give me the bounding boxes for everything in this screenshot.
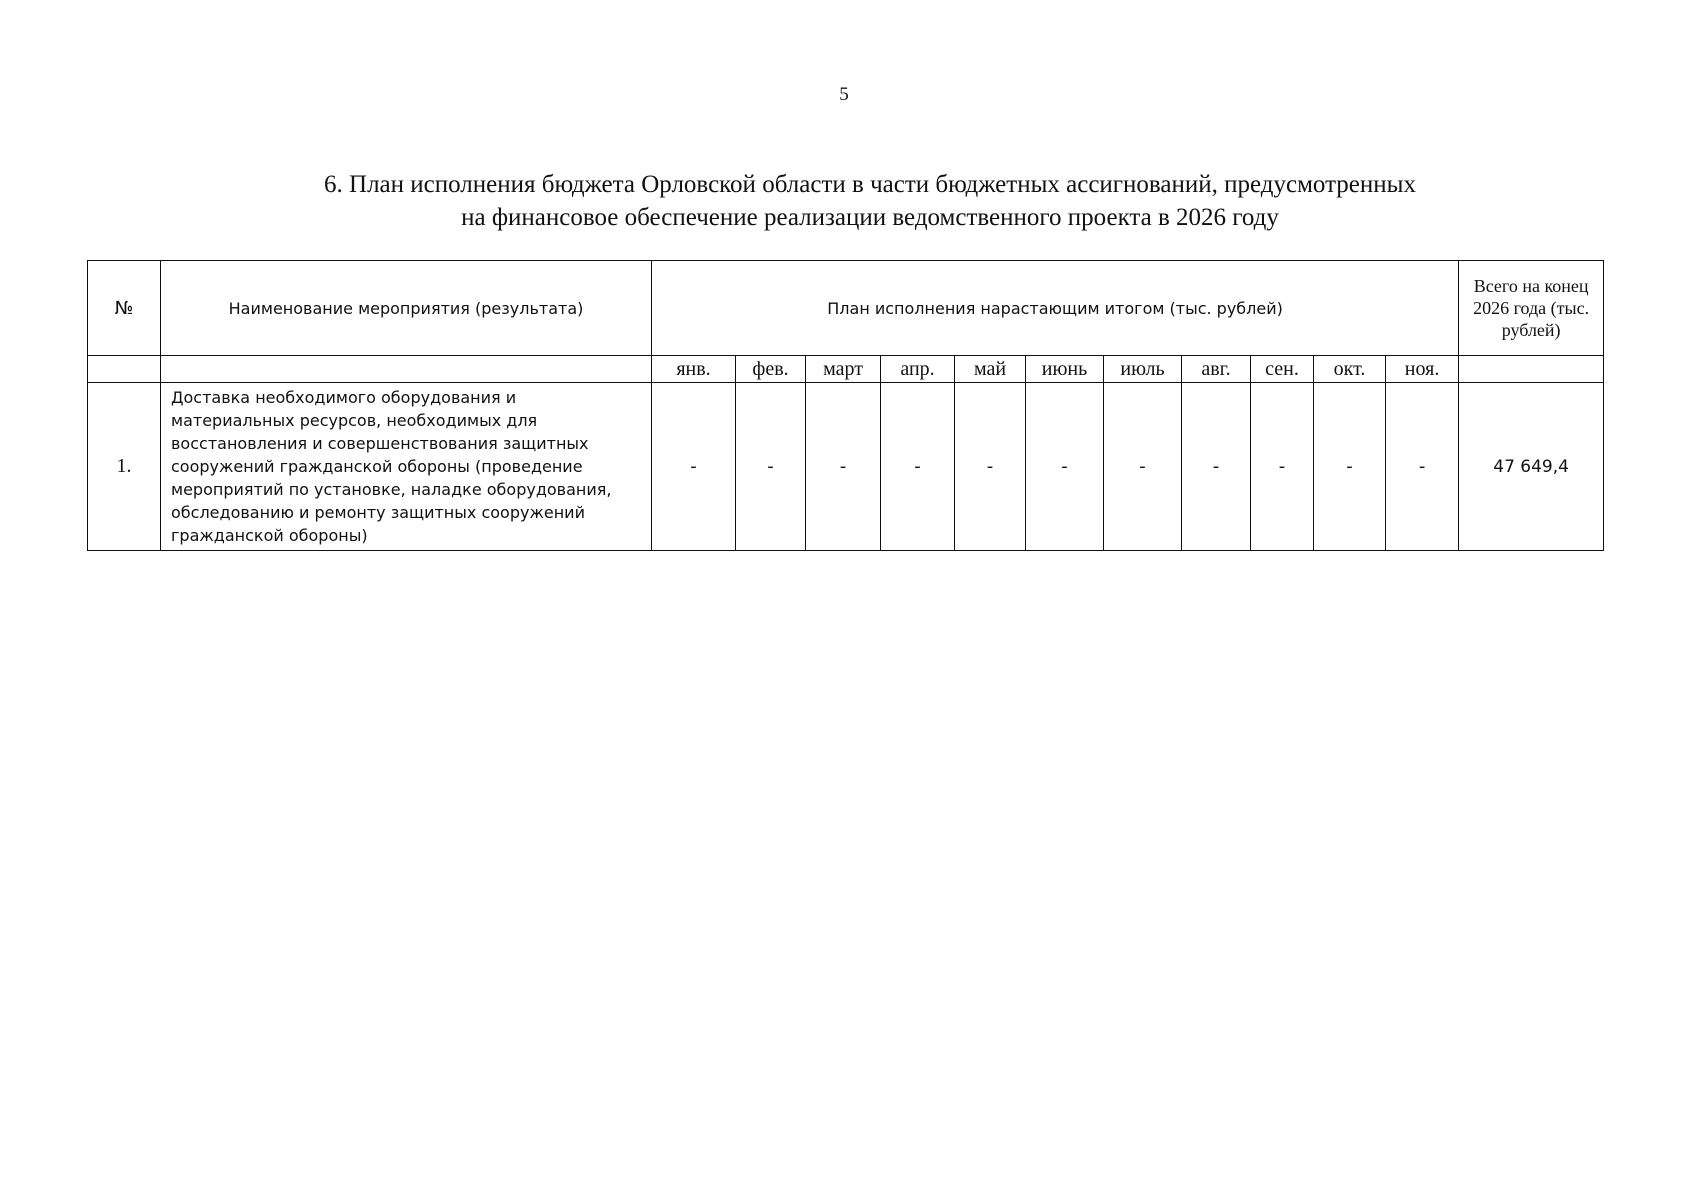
month-header: сен. [1251,356,1314,383]
month-row-empty-name [161,356,652,383]
row-month-value: - [806,383,881,551]
month-header: март [806,356,881,383]
month-row-empty-number [88,356,161,383]
row-month-value: - [1104,383,1182,551]
row-month-value: - [955,383,1026,551]
row-month-value: - [1386,383,1459,551]
month-header: окт. [1314,356,1386,383]
row-month-value: - [1026,383,1104,551]
row-total-value: 47 649,4 [1459,383,1604,551]
page-number: 5 [839,84,849,105]
month-header-row [88,356,1604,383]
month-header: июль [1104,356,1182,383]
row-activity-name: Доставка необходимого оборудования и материальных ресурсов, необходимых для восстановления и совершенствования защитных сооружений гражданской обороны (проведение мероприятий по установке, наладке оборудования, обследованию и ремонту защитных сооружений гражданской обороны) [161,383,652,551]
month-header: июнь [1026,356,1104,383]
row-number: 1. [88,383,161,551]
section-title-line-1: 6. План исполнения бюджета Орловской области в части бюджетных ассигнований, предусмотренных [324,171,1416,198]
table-row [88,383,1604,551]
row-month-value: - [881,383,955,551]
row-month-value: - [652,383,736,551]
month-header: май [955,356,1026,383]
month-row-empty-total [1459,356,1604,383]
header-plan: План исполнения нарастающим итогом (тыс. рублей) [652,261,1459,356]
header-name: Наименование мероприятия (результата) [161,261,652,356]
row-month-value: - [1182,383,1251,551]
month-header: янв. [652,356,736,383]
row-month-value: - [1251,383,1314,551]
header-total: Всего на конец 2026 года (тыс. рублей) [1459,261,1604,356]
row-month-value: - [736,383,806,551]
month-header: авг. [1182,356,1251,383]
month-header: фев. [736,356,806,383]
budget-plan-table [87,260,1604,551]
section-title-line-2: на финансовое обеспечение реализации ведомственного проекта в 2026 году [461,204,1279,231]
month-header: ноя. [1386,356,1459,383]
table-header-row [88,261,1604,356]
month-header: апр. [881,356,955,383]
row-month-value: - [1314,383,1386,551]
section-title [200,168,1540,234]
header-number: № [88,261,161,356]
